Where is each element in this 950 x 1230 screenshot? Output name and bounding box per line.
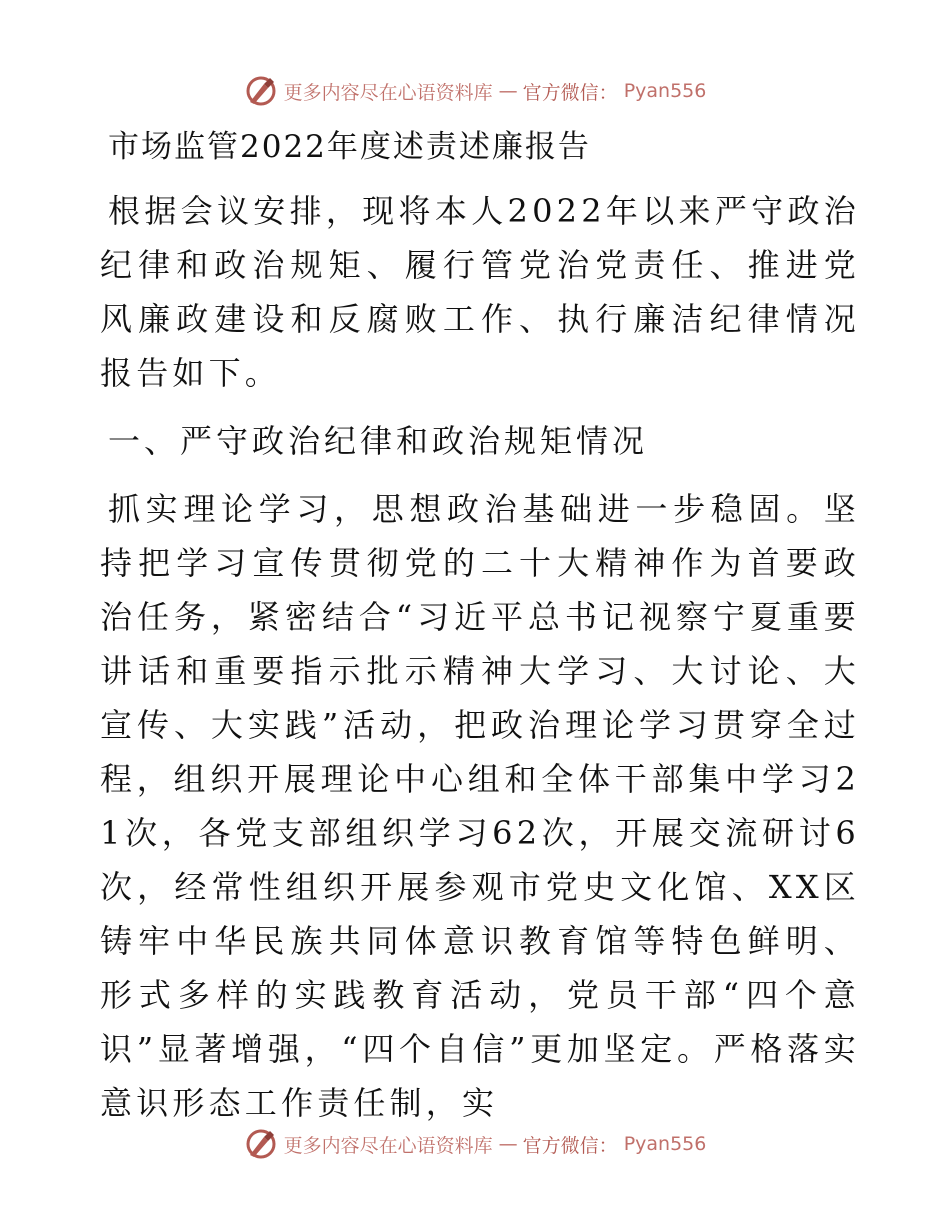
pen-logo-icon — [244, 1127, 278, 1161]
document-title: 市场监管2022年度述责述廉报告 — [108, 129, 591, 165]
watermark-account: Pyan556 — [623, 1133, 707, 1155]
intro-paragraph: 根据会议安排，现将本人2022年以来严守政治纪律和政治规矩、履行管党治党责任、推进党风廉政建设和反腐败工作、执行廉洁纪律情况报告如下。 — [100, 192, 860, 392]
header-watermark — [0, 74, 950, 108]
watermark-dash: — — [498, 80, 517, 102]
watermark-label: 官方微信： — [522, 81, 618, 104]
document-body — [100, 124, 860, 1144]
watermark-account: Pyan556 — [623, 80, 707, 102]
section-1-paragraph: 抓实理论学习，思想政治基础进一步稳固。坚持把学习宣传贯彻党的二十大精神作为首要政治任务，紧密结合“习近平总书记视察宁夏重要讲话和重要指示批示精神大学习、大讨论、大宣传、大实践”活动，把政治理论学习贯穿全过程，组织开展理论中心组和全体干部集中学习21次，各党支部组织学习62次，开展交流研讨6次，经常性组织开展参观市党史文化馆、XX区铸牢中华民族共同体意识教育馆等特色鲜明、形式多样的实践教育活动，党员干部“四个意识”显著增强，“四个自信”更加坚定。严格落实意识形态工作责任制，实 — [100, 490, 860, 1122]
watermark-link-text: 更多内容尽在心语资料库 — [283, 1134, 493, 1157]
pen-logo-icon — [244, 74, 278, 108]
watermark-dash: — — [498, 1133, 517, 1155]
footer-watermark — [0, 1127, 950, 1161]
section-1-heading: 一、严守政治纪律和政治规矩情况 — [108, 422, 649, 460]
watermark-label: 官方微信： — [522, 1134, 618, 1157]
watermark-link-text: 更多内容尽在心语资料库 — [283, 81, 493, 104]
